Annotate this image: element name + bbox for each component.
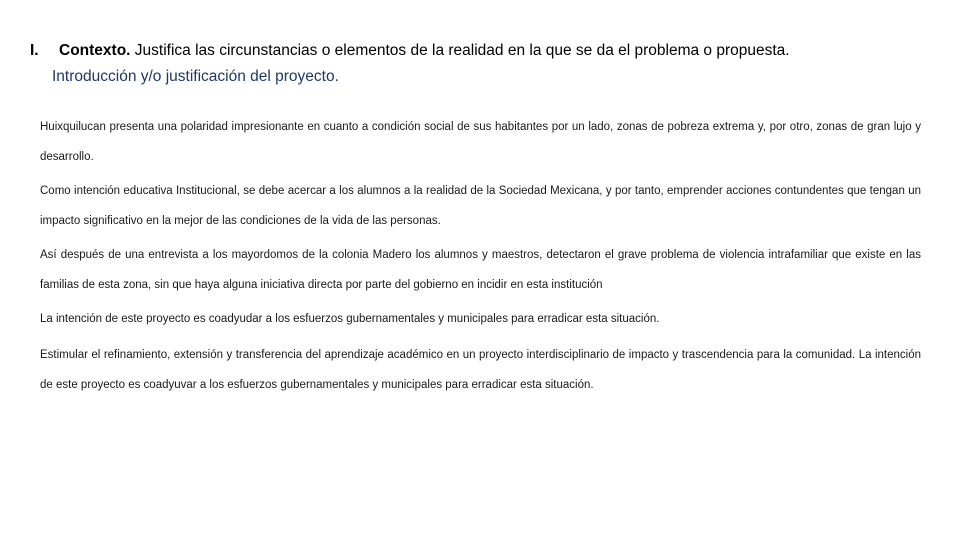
paragraph-4: La intención de este proyecto es coadyudar a los esfuerzos gubernamentales y municipales para erradicar esta situación. xyxy=(40,313,660,325)
subheading: Introducción y/o justificación del proyecto. xyxy=(52,68,339,85)
paragraph-1: Huixquilucan presenta una polaridad impresionante en cuanto a condición social de sus habitantes por un lado, zonas de pobreza extrema y, por otro, zonas de gran lujo y desarrollo. xyxy=(40,121,921,163)
section-label: Contexto. xyxy=(59,42,131,59)
paragraph-2: Como intención educativa Institucional, se debe acercar a los alumnos a la realidad de la Sociedad Mexicana, y por tanto, emprender acciones contundentes que tengan un impacto significativo en la mejor de las condiciones de la vida de las personas. xyxy=(40,185,921,227)
section-heading xyxy=(30,41,790,61)
paragraph-5: Estimular el refinamiento, extensión y transferencia del aprendizaje académico en un proyecto interdisciplinario de impacto y trascendencia para la comunidad. La intención de este proyecto es coadyuvar a los esfuerzos gubernamentales y municipales para erradicar esta situación. xyxy=(40,349,921,391)
section-numeral: I. xyxy=(30,42,39,59)
body-text xyxy=(40,112,921,404)
section-description: Justifica las circunstancias o elementos de la realidad en la que se da el problema o propuesta. xyxy=(130,42,790,59)
paragraph-3: Así después de una entrevista a los mayordomos de la colonia Madero los alumnos y maestros, detectaron el grave problema de violencia intrafamiliar que existe en las familias de esta zona, sin que haya alguna iniciativa directa por parte del gobierno en incidir en esta institución xyxy=(40,249,921,291)
